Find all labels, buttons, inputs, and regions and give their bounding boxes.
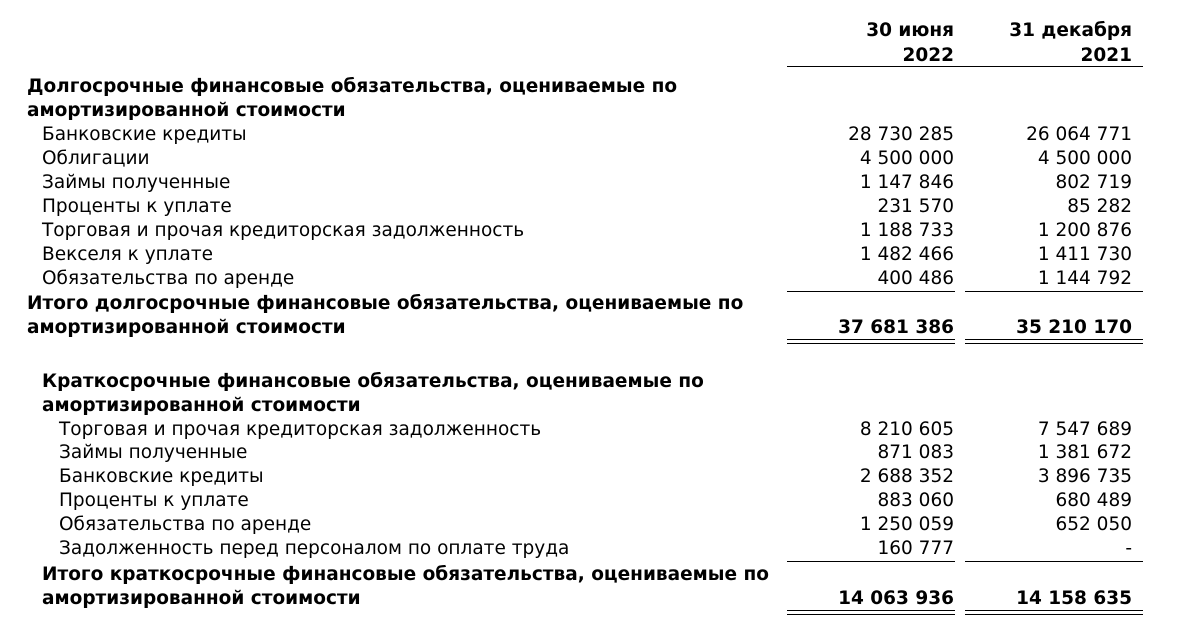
short-term-total-double-rule-2021 bbox=[965, 610, 1143, 615]
value-2021: 1 200 876 bbox=[1037, 220, 1132, 241]
row-label: Проценты к уплате bbox=[59, 490, 249, 511]
column-header-2021 bbox=[1009, 18, 1132, 68]
value-2021: 3 896 735 bbox=[1037, 466, 1132, 487]
long-term-total-label bbox=[0, 292, 1200, 316]
row-label: Займы полученные bbox=[59, 442, 248, 463]
value-2022: 1 147 846 bbox=[859, 172, 954, 193]
value-2021: 680 489 bbox=[1055, 490, 1132, 511]
short-term-total-line1: Итого краткосрочные финансовые обязательства, оцениваемые по bbox=[42, 564, 769, 585]
short-term-subtotal-rule-2021 bbox=[965, 561, 1143, 562]
value-2022: 28 730 285 bbox=[848, 124, 954, 145]
table-row bbox=[0, 243, 1200, 267]
short-term-total-line2: амортизированной стоимости bbox=[42, 588, 361, 609]
long-term-total-double-rule-2022 bbox=[787, 339, 955, 344]
column-header-2022-year: 2022 bbox=[902, 45, 954, 66]
short-term-total-label bbox=[0, 563, 1200, 587]
table-row bbox=[0, 219, 1200, 243]
value-2021: 7 547 689 bbox=[1037, 419, 1132, 440]
value-2021: 1 381 672 bbox=[1037, 442, 1132, 463]
value-2021: - bbox=[1125, 538, 1132, 559]
column-header-2021-year: 2021 bbox=[1080, 45, 1132, 66]
table-row bbox=[0, 418, 1200, 442]
row-label: Торговая и прочая кредиторская задолженность bbox=[59, 419, 542, 440]
long-term-section-title-cont bbox=[0, 99, 1200, 123]
table-row bbox=[0, 171, 1200, 195]
value-2021: 652 050 bbox=[1055, 514, 1132, 535]
table-row bbox=[0, 267, 1200, 291]
row-label: Облигации bbox=[42, 148, 150, 169]
row-label: Проценты к уплате bbox=[42, 196, 232, 217]
value-2022: 1 188 733 bbox=[859, 220, 954, 241]
table-row bbox=[0, 513, 1200, 537]
value-2022: 883 060 bbox=[877, 490, 954, 511]
long-term-total-line2: амортизированной стоимости bbox=[27, 317, 346, 338]
header-underline bbox=[787, 66, 1143, 67]
value-2021: 4 500 000 bbox=[1037, 148, 1132, 169]
short-term-total-2022: 14 063 936 bbox=[838, 588, 954, 609]
value-2021: 1 144 792 bbox=[1037, 268, 1132, 289]
value-2022: 400 486 bbox=[877, 268, 954, 289]
long-term-total-line1: Итого долгосрочные финансовые обязательства, оцениваемые по bbox=[27, 293, 744, 314]
short-term-subtotal-rule-2022 bbox=[787, 561, 955, 562]
long-term-section-title bbox=[0, 75, 1200, 99]
long-term-total-2021: 35 210 170 bbox=[1016, 317, 1132, 338]
table-row bbox=[0, 195, 1200, 219]
value-2022: 231 570 bbox=[877, 196, 954, 217]
table-row bbox=[0, 441, 1200, 465]
row-label: Обязательства по аренде bbox=[59, 514, 312, 535]
table-row bbox=[0, 465, 1200, 489]
value-2022: 160 777 bbox=[877, 538, 954, 559]
value-2022: 1 482 466 bbox=[859, 244, 954, 265]
long-term-total-2022: 37 681 386 bbox=[838, 317, 954, 338]
short-term-title-line2: амортизированной стоимости bbox=[42, 395, 361, 416]
value-2021: 1 411 730 bbox=[1037, 244, 1132, 265]
long-term-total-double-rule-2021 bbox=[965, 339, 1143, 344]
table-row bbox=[0, 489, 1200, 513]
row-label: Банковские кредиты bbox=[42, 124, 247, 145]
short-term-total-row bbox=[0, 587, 1200, 611]
row-label: Торговая и прочая кредиторская задолженность bbox=[42, 220, 525, 241]
value-2021: 85 282 bbox=[1067, 196, 1132, 217]
value-2022: 1 250 059 bbox=[859, 514, 954, 535]
long-term-title-line2: амортизированной стоимости bbox=[27, 100, 346, 121]
long-term-title-line1: Долгосрочные финансовые обязательства, оцениваемые по bbox=[27, 76, 678, 97]
short-term-total-double-rule-2022 bbox=[787, 610, 955, 615]
value-2022: 8 210 605 bbox=[859, 419, 954, 440]
value-2022: 4 500 000 bbox=[859, 148, 954, 169]
row-label: Обязательства по аренде bbox=[42, 268, 295, 289]
long-term-total-row bbox=[0, 316, 1200, 340]
column-header-2022-date: 30 июня bbox=[866, 20, 954, 41]
short-term-section-title-cont bbox=[0, 394, 1200, 418]
row-label: Займы полученные bbox=[42, 172, 231, 193]
row-label: Векселя к уплате bbox=[42, 244, 214, 265]
value-2021: 26 064 771 bbox=[1026, 124, 1132, 145]
row-label: Банковские кредиты bbox=[59, 466, 264, 487]
table-row bbox=[0, 147, 1200, 171]
column-header-2022 bbox=[866, 18, 954, 68]
short-term-section-title bbox=[0, 370, 1200, 394]
column-header-2021-date: 31 декабря bbox=[1009, 20, 1132, 41]
row-label: Задолженность перед персоналом по оплате труда bbox=[59, 538, 570, 559]
table-row bbox=[0, 537, 1200, 561]
value-2021: 802 719 bbox=[1055, 172, 1132, 193]
table-row bbox=[0, 123, 1200, 147]
value-2022: 871 083 bbox=[877, 442, 954, 463]
short-term-title-line1: Краткосрочные финансовые обязательства, оцениваемые по bbox=[42, 371, 704, 392]
value-2022: 2 688 352 bbox=[859, 466, 954, 487]
short-term-total-2021: 14 158 635 bbox=[1016, 588, 1132, 609]
